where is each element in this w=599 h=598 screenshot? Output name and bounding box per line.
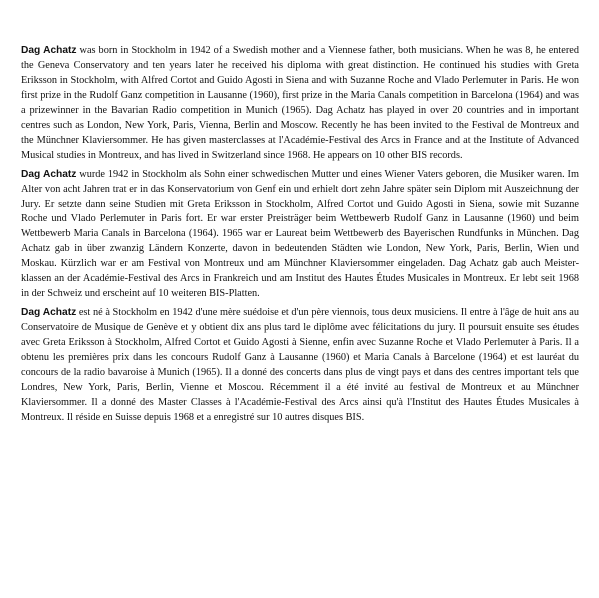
biography-text: wurde 1942 in Stockholm als Sohn einer schwedischen Mutter und eines Wiener Vaters geboren, die Musiker waren. Im Alter von acht Jahren trat er in das Konservatorium von Genf ein und erhielt dort zehn Jahre später sein Diplom mit Auszeichnung der Jury. Er setzte dann seine Studien mit Greta Eriksson in Stockholm, Alfred Cortot und Guido Agosti in Siena, sowie mit Suzanne Roche und Vlado Perlemuter in Paris fort. Er war erster Preisträger beim Wettbewerb Rudolf Ganz in Lausanne (1960) und beim Wettbewerb Maria Canals in Barcelona (1964). 1965 war er Laureat beim Wettbewerb des Bayerischen Rundfunks in München. Dag Achatz gab in über zwanzig Ländern Konzerte, davon in bedeutenden Städten wie London, New York, Paris, Berlin, Wien und Moskau. Kürzlich war er am Festival von Montreux und am Münchner Klaviersommer eingeladen. Dag Achatz gab auch Meister-klassen an der Académie-Festival des Arcs in Frankreich und am Institut des Hautes Études Musicales in Montreux. Er lebt seit 1968 in der Schweiz und erscheint auf 10 weiteren BIS-Platten. — [21, 168, 579, 300]
artist-name: Dag Achatz — [21, 168, 77, 180]
artist-name: Dag Achatz — [21, 307, 77, 319]
biography-french — [21, 306, 579, 426]
biography-german — [21, 168, 579, 303]
biography-text: est né à Stockholm en 1942 d'une mère suédoise et d'un père viennois, tous deux musiciens. Il entre à l'âge de huit ans au Conservatoire de Musique de Genève et y obtient dix ans plus tard le diplôme avec félicitations du jury. Il poursuit ensuite ses études avec Greta Eriksson à Stockholm, Alfred Cortot et Guido Agosti à Sienne, enfin avec Suzanne Roche et Vlado Perlemuter à Paris. Il a obtenu les premières prix dans les concours Rudolf Ganz à Lausanne (1960) et Maria Canals à Barcelone (1964) et est lauréat du concours de la radio bavaroise à Munich (1965). Il a donné des concerts dans plus de vingt pays et dans des centres important tels que Londres, New York, Paris, Berlin, Vienne et Moscou. Récemment il a été invité au festival de Montreux et au Münchner Klaviersommer. Il a donné des Master Classes à l'Académie-Festival des Arcs ainsi qu'à l'Institut des Hautes Études Musicales à Montreux. Il réside en Suisse depuis 1968 et a enregistré sur 10 autres disques BIS. — [21, 307, 579, 423]
booklet-page — [21, 44, 579, 426]
artist-name: Dag Achatz — [21, 45, 77, 56]
biography-english — [21, 44, 579, 164]
biography-text: was born in Stockholm in 1942 of a Swedish mother and a Viennese father, both musicians. When he was 8, he entered the Geneva Conservatory and ten years later he received his diploma with great distinction. He continued his studies with Greta Eriksson in Stockholm, with Alfred Cortot and Guido Agosti in Siena and with Suzanne Roche and Vlado Perlemuter in Paris. He won first prize in the Rudolf Ganz competition in Lausanne (1960), first prize in the Maria Canals competition in Barcelona (1964) and was a prizewinner in the Bavarian Radio competition in Munich (1965). Dag Achatz has played in over 20 countries and in important centres such as London, New York, Paris, Vienna, Berlin and Moscow. Recently he has been invited to the Festival de Montreux and the Münchner Klaviersommer. He has given masterclasses at l'Académie-Festival des Arcs in France and at the Institute of Advanced Musical studies in Montreux, and has lived in Switzerland since 1968. He appears on 10 other BIS records. — [21, 45, 579, 161]
